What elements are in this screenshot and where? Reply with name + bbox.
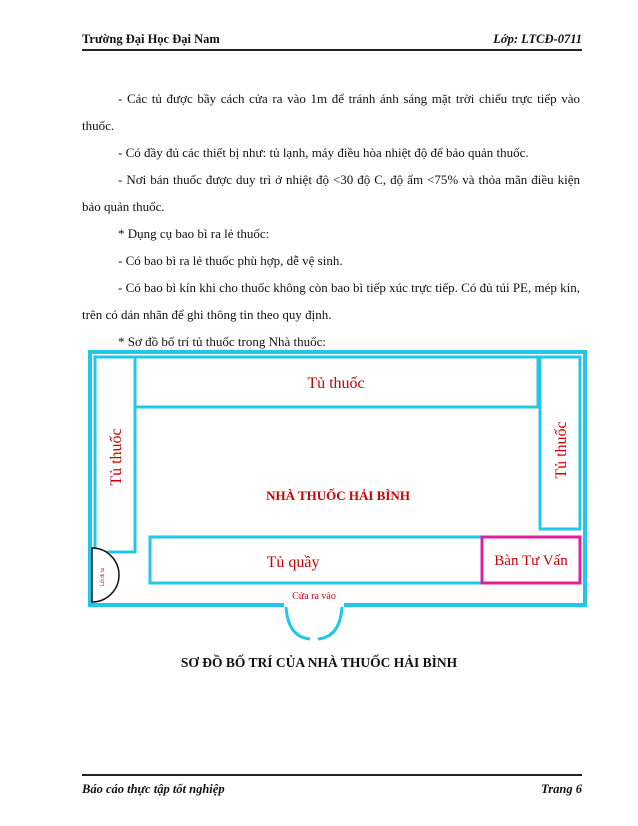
pharmacy-name-label: NHÀ THUỐC HẢI BÌNH [266, 488, 410, 503]
header-rule [82, 49, 582, 51]
floor-plan-svg [88, 345, 588, 650]
page-footer [82, 780, 582, 800]
diagram-caption: SƠ ĐỒ BỐ TRÍ CỦA NHÀ THUỐC HẢI BÌNH [180, 655, 458, 670]
page-header [82, 30, 582, 50]
right-cabinet-label: Tủ thuốc [553, 421, 570, 479]
body-line: - Nơi bán thuốc được duy trì ở nhiệt độ <30 độ C, độ ẩm <75% và thỏa mãn điều kiện bảo quản thuốc. [82, 172, 580, 214]
floor-plan-diagram [88, 345, 588, 650]
body-line: * Dụng cụ bao bì ra lẻ thuốc: [118, 226, 270, 241]
side-door-label: Lối đi ra [100, 568, 106, 586]
header-school: Trường Đại Học Đại Nam [82, 32, 220, 46]
left-cabinet-label: Tủ thuốc [108, 428, 125, 486]
header-class: Lớp: LTCĐ-0711 [493, 32, 582, 46]
footer-page-number: Trang 6 [541, 782, 582, 796]
counter-label: Tủ quầy [266, 554, 320, 571]
consult-desk-label: Bàn Tư Vấn [494, 553, 568, 569]
body-line: - Có đầy đủ các thiết bị như: tủ lạnh, máy điều hòa nhiệt độ để bảo quản thuốc. [118, 145, 529, 160]
body-text [82, 85, 580, 355]
entrance-label: Cửa ra vào [292, 591, 336, 602]
body-line: - Có bao bì ra lẻ thuốc phù hợp, dễ vệ sinh. [118, 253, 343, 268]
footer-rule [82, 774, 582, 776]
footer-report-title: Báo cáo thực tập tốt nghiệp [82, 782, 225, 796]
entrance-door [286, 607, 342, 639]
top-cabinet-label: Tủ thuốc [307, 375, 365, 392]
body-line: - Có bao bì kín khi cho thuốc không còn bao bì tiếp xúc trực tiếp. Có đủ túi PE, mép kín, trên có dán nhãn để ghi thông tin theo quy định. [82, 280, 580, 322]
body-line: - Các tủ được bầy cách cửa ra vào 1m để tránh ánh sáng mặt trời chiếu trực tiếp vào thuốc. [82, 91, 580, 133]
body-line: * Sơ đồ bố trí tủ thuốc trong Nhà thuốc: [118, 334, 326, 349]
